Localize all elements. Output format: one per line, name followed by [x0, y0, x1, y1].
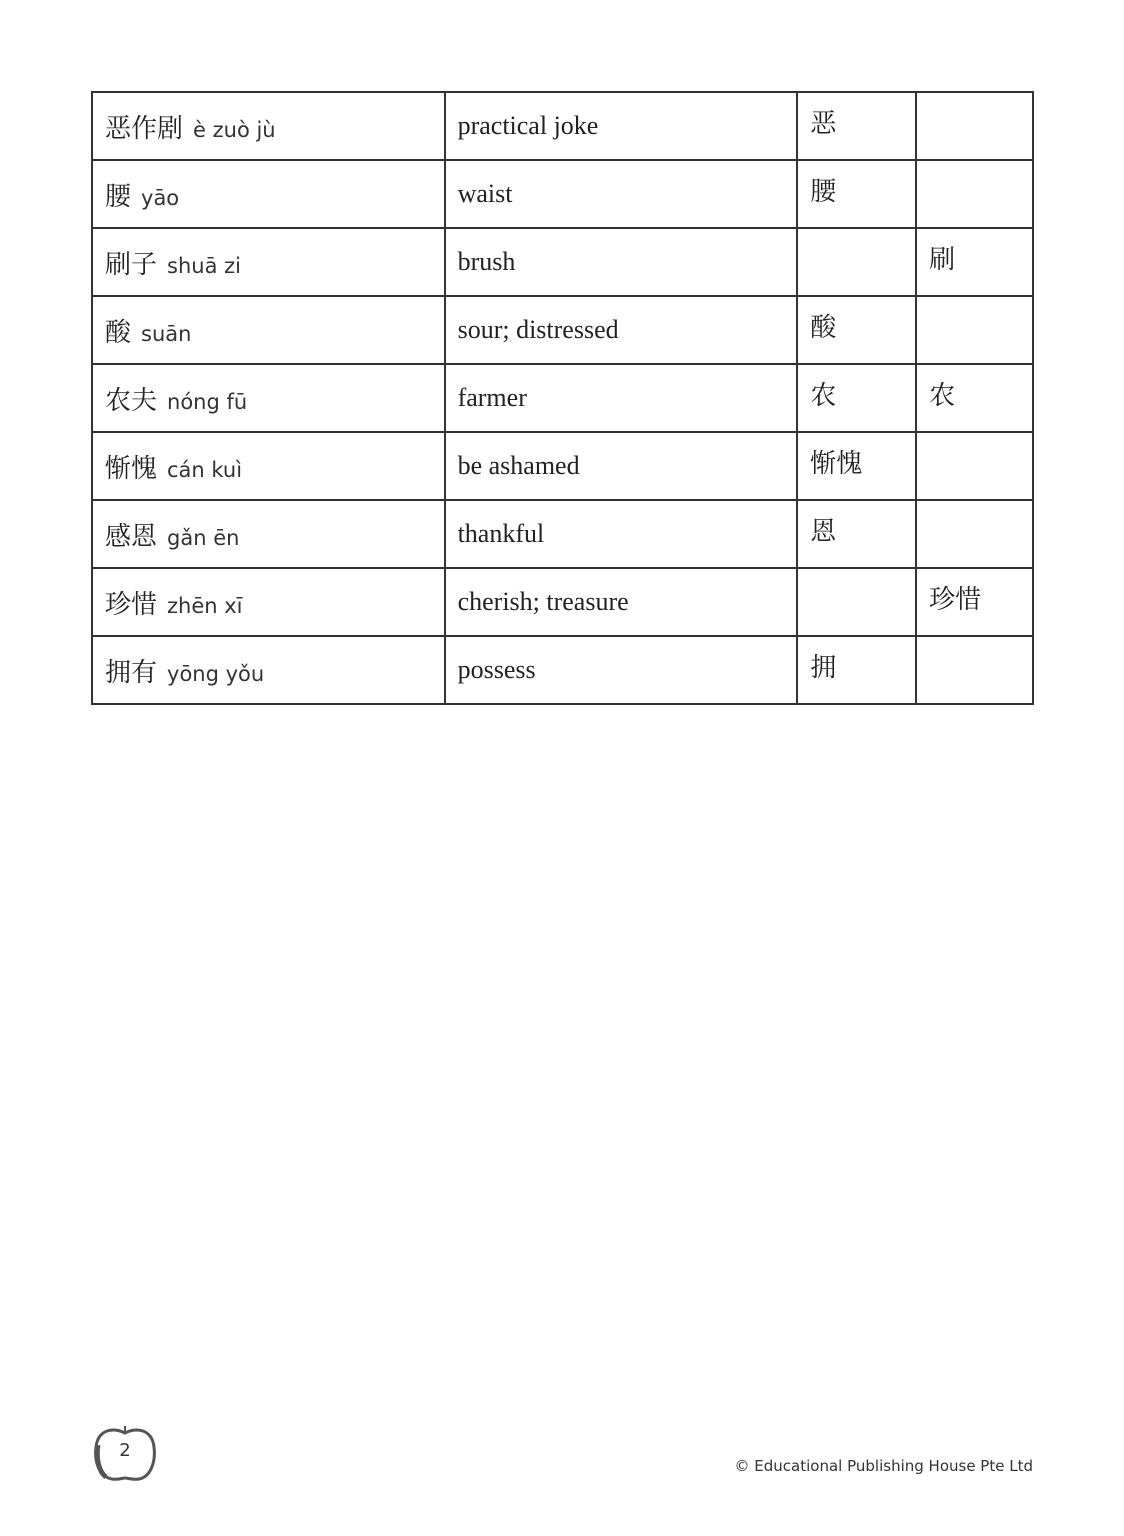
meaning-cell: be ashamed	[445, 432, 798, 500]
hanzi: 农夫	[105, 385, 158, 416]
page-number: 2	[119, 1440, 131, 1461]
character-cell-a: 惭愧	[797, 432, 916, 500]
table-row	[92, 92, 1033, 160]
character-cell-b	[916, 636, 1033, 704]
meaning-cell: cherish; treasure	[445, 568, 798, 636]
pinyin: shuā zi	[167, 253, 241, 278]
word-cell	[92, 500, 445, 568]
character-cell-a: 腰	[797, 160, 916, 228]
character-cell-b	[916, 432, 1033, 500]
character-cell-a: 酸	[797, 296, 916, 364]
character-cell-b	[916, 500, 1033, 568]
meaning-cell: practical joke	[445, 92, 798, 160]
table-row	[92, 432, 1033, 500]
hanzi: 刷子	[105, 249, 158, 280]
hanzi: 拥有	[105, 657, 158, 688]
table-row	[92, 364, 1033, 432]
character-cell-b: 农	[916, 364, 1033, 432]
pinyin: nóng fū	[167, 389, 248, 414]
character-cell-a: 恶	[797, 92, 916, 160]
hanzi: 珍惜	[105, 589, 158, 620]
hanzi: 感恩	[105, 521, 158, 552]
table-row	[92, 228, 1033, 296]
vocabulary-table	[91, 91, 1034, 705]
hanzi: 恶作剧	[105, 113, 184, 144]
word-cell	[92, 296, 445, 364]
character-cell-b	[916, 296, 1033, 364]
meaning-cell: possess	[445, 636, 798, 704]
hanzi: 惭愧	[105, 453, 158, 484]
pinyin: yāo	[141, 185, 180, 210]
table-row	[92, 636, 1033, 704]
character-cell-b	[916, 92, 1033, 160]
copyright-text: © Educational Publishing House Pte Ltd	[734, 1457, 1033, 1475]
character-cell-b: 刷	[916, 228, 1033, 296]
pinyin: gǎn ēn	[167, 525, 240, 550]
pinyin: cán kuì	[167, 457, 243, 482]
pinyin: zhēn xī	[167, 593, 243, 618]
hanzi: 酸	[105, 317, 132, 348]
character-cell-a: 拥	[797, 636, 916, 704]
word-cell	[92, 92, 445, 160]
meaning-cell: sour; distressed	[445, 296, 798, 364]
word-cell	[92, 228, 445, 296]
table-row	[92, 296, 1033, 364]
word-cell	[92, 432, 445, 500]
pinyin: suān	[141, 321, 192, 346]
hanzi: 腰	[105, 181, 132, 212]
character-cell-a	[797, 228, 916, 296]
meaning-cell: thankful	[445, 500, 798, 568]
character-cell-a: 恩	[797, 500, 916, 568]
character-cell-a	[797, 568, 916, 636]
character-cell-b: 珍惜	[916, 568, 1033, 636]
table-row	[92, 160, 1033, 228]
meaning-cell: waist	[445, 160, 798, 228]
word-cell	[92, 636, 445, 704]
word-cell	[92, 160, 445, 228]
meaning-cell: brush	[445, 228, 798, 296]
character-cell-b	[916, 160, 1033, 228]
table-row	[92, 568, 1033, 636]
word-cell	[92, 364, 445, 432]
word-cell	[92, 568, 445, 636]
meaning-cell: farmer	[445, 364, 798, 432]
pinyin: è zuò jù	[193, 117, 276, 142]
character-cell-a: 农	[797, 364, 916, 432]
pinyin: yōng yǒu	[167, 661, 265, 686]
table-row	[92, 500, 1033, 568]
